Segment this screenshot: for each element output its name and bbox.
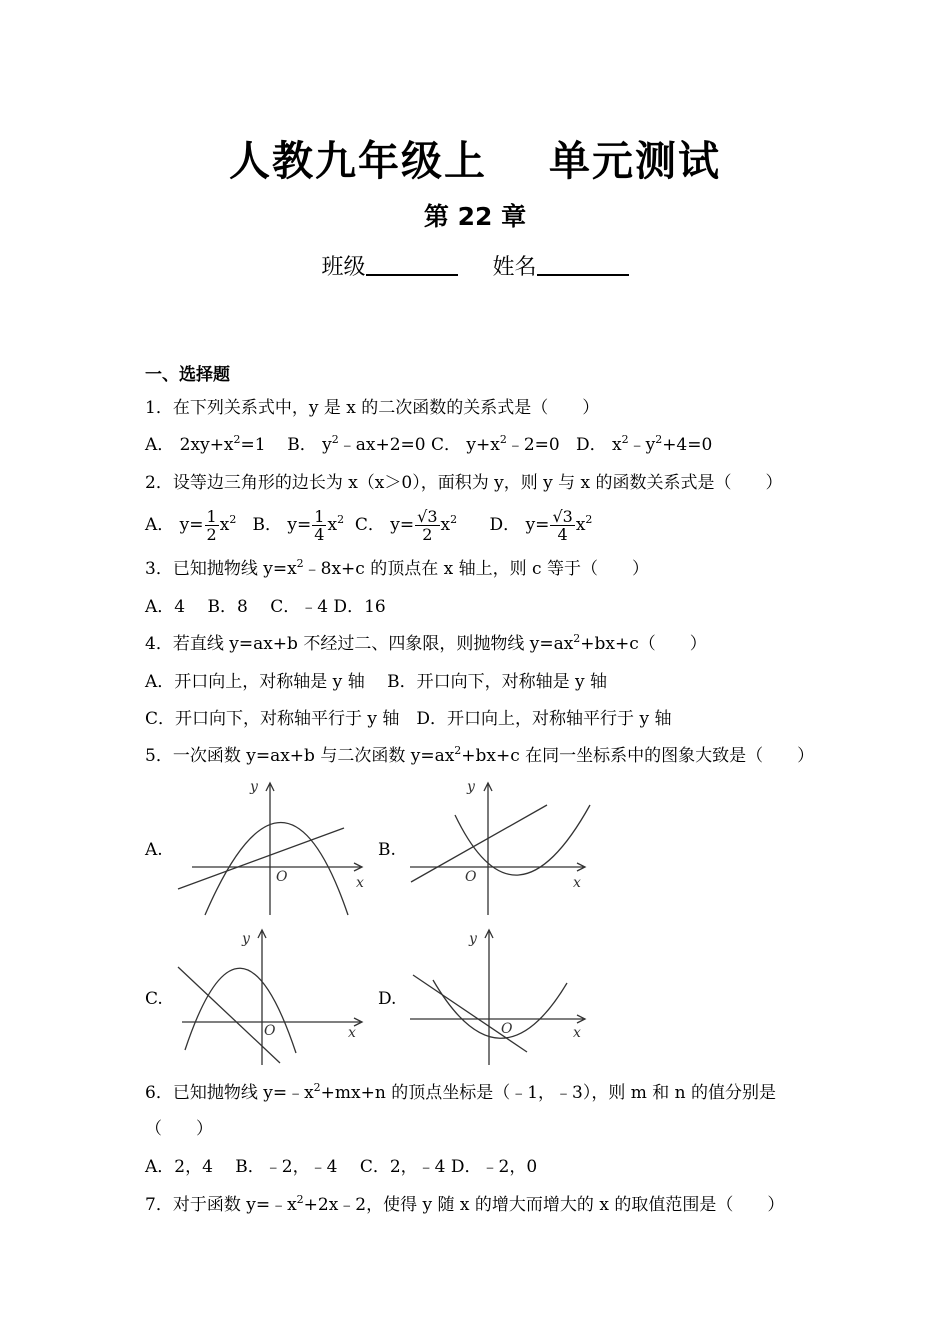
var-x: x xyxy=(575,515,586,535)
origin-label: O xyxy=(264,1023,276,1039)
sup: 2 xyxy=(229,513,237,526)
var-x: x xyxy=(440,515,451,535)
student-info xyxy=(0,250,950,281)
graph-d xyxy=(405,925,595,1070)
graph-c-label: C. xyxy=(145,989,163,1009)
graph-d-label: D. xyxy=(378,989,397,1009)
q3-stem-b: ﹣8x+c 的顶点在 x 轴上，则 c 等于（ ） xyxy=(303,559,649,579)
question-6-paren: （ ） xyxy=(145,1119,213,1139)
question-2-options xyxy=(145,505,592,545)
sup: 2 xyxy=(621,433,629,446)
q7-stem-b: +2x﹣2，使得 y 随 x 的增大而增大的 x 的取值范围是（ ） xyxy=(303,1195,785,1215)
q1-option-a: A． 2xy+x xyxy=(145,435,234,455)
numerator: 1 xyxy=(314,507,325,526)
question-4-stem xyxy=(145,633,707,655)
axis-y-label: y xyxy=(469,931,477,947)
origin-label: O xyxy=(276,869,288,885)
sup: 2 xyxy=(331,433,339,446)
q4-stem-a: 4．若直线 y=ax+b 不经过二、四象限，则抛物线 y=ax xyxy=(145,634,574,654)
sup: 2 xyxy=(296,1193,304,1206)
sup: 2 xyxy=(585,513,593,526)
graph-b-label: B. xyxy=(378,840,396,860)
question-7-stem xyxy=(145,1194,784,1216)
question-5-stem xyxy=(145,745,814,767)
name-label: 姓名 xyxy=(492,255,537,280)
fraction xyxy=(205,508,219,543)
question-6-stem xyxy=(145,1082,776,1104)
sup: 2 xyxy=(296,557,304,570)
q1-b-tail: ﹣ax+2=0 xyxy=(338,435,426,455)
fraction xyxy=(550,508,574,543)
q2-option-b: B． y= xyxy=(252,515,312,535)
class-blank[interactable] xyxy=(366,252,458,276)
origin-label: O xyxy=(501,1021,513,1037)
q3-stem-a: 3．已知抛物线 y=x xyxy=(145,559,297,579)
q5-stem-b: +bx+c 在同一坐标系中的图象大致是（ ） xyxy=(461,746,815,766)
question-4-options-ab: A．开口向上，对称轴是 y 轴 B．开口向下，对称轴是 y 轴 xyxy=(145,672,607,692)
question-2-stem: 2．设等边三角形的边长为 x（x＞0），面积为 y，则 y 与 x 的函数关系式是（ ） xyxy=(145,473,783,493)
axis-y-label: y xyxy=(242,931,250,947)
section-heading: 一、选择题 xyxy=(145,365,230,385)
q2-option-c: C． y= xyxy=(354,515,415,535)
q6-stem-a: 6．已知抛物线 y=﹣x xyxy=(145,1083,314,1103)
class-label: 班级 xyxy=(321,255,366,280)
title-right: 单元测试 xyxy=(549,137,721,185)
graph-b xyxy=(405,775,595,920)
q1-d-mid: ﹣y xyxy=(628,435,656,455)
sup: 2 xyxy=(655,433,663,446)
axis-x-label: x xyxy=(356,875,364,891)
q1-a-tail: =1 xyxy=(240,435,266,455)
q7-stem-a: 7．对于函数 y=﹣x xyxy=(145,1195,297,1215)
name-blank[interactable] xyxy=(537,252,629,276)
graph-a xyxy=(170,775,370,920)
var-x: x xyxy=(219,515,230,535)
sup: 2 xyxy=(573,632,581,645)
title-left: 人教九年级上 xyxy=(229,137,487,185)
axis-x-label: x xyxy=(573,1025,581,1041)
q1-option-c: C． y+x xyxy=(430,435,500,455)
numerator: √3 xyxy=(417,507,438,526)
denominator: 4 xyxy=(314,525,325,544)
numerator: √3 xyxy=(552,507,573,526)
question-3-stem xyxy=(145,558,649,580)
axis-y-label: y xyxy=(467,779,475,795)
question-3-options: A．4 B．8 C．﹣4 D．16 xyxy=(145,597,386,617)
page-title xyxy=(0,128,950,187)
question-6-options: A．2，4 B．﹣2，﹣4 C．2，﹣4 D．﹣2，0 xyxy=(145,1157,538,1177)
denominator: 4 xyxy=(557,525,568,544)
sup: 2 xyxy=(499,433,507,446)
q6-stem-b: +mx+n 的顶点坐标是（﹣1，﹣3），则 m 和 n 的值分别是 xyxy=(320,1083,777,1103)
q4-stem-b: +bx+c（ ） xyxy=(580,634,707,654)
numerator: 1 xyxy=(206,507,217,526)
question-1-options xyxy=(145,434,712,456)
sup: 2 xyxy=(337,513,345,526)
q2-option-a: A． y= xyxy=(145,515,204,535)
q1-c-tail: ﹣2=0 xyxy=(506,435,560,455)
q1-option-b: B． y xyxy=(287,435,332,455)
sup: 2 xyxy=(454,744,462,757)
denominator: 2 xyxy=(422,525,433,544)
q1-d-tail: +4=0 xyxy=(662,435,713,455)
fraction xyxy=(312,508,326,543)
sup: 2 xyxy=(313,1081,321,1094)
sup: 2 xyxy=(450,513,458,526)
chapter-heading: 第 22 章 xyxy=(423,202,527,231)
axis-x-label: x xyxy=(573,875,581,891)
question-1-stem: 1．在下列关系式中，y 是 x 的二次函数的关系式是（ ） xyxy=(145,398,600,418)
axis-y-label: y xyxy=(250,779,258,795)
denominator: 2 xyxy=(206,525,217,544)
q2-option-d: D． y= xyxy=(489,515,550,535)
var-x: x xyxy=(327,515,338,535)
question-4-options-cd: C．开口向下，对称轴平行于 y 轴 D．开口向上，对称轴平行于 y 轴 xyxy=(145,709,672,729)
q1-option-d: D． x xyxy=(575,435,622,455)
fraction xyxy=(415,508,439,543)
graph-c xyxy=(170,925,370,1070)
sup: 2 xyxy=(233,433,241,446)
graph-a-label: A. xyxy=(145,840,163,860)
origin-label: O xyxy=(465,869,477,885)
q5-stem-a: 5．一次函数 y=ax+b 与二次函数 y=ax xyxy=(145,746,455,766)
axis-x-label: x xyxy=(348,1025,356,1041)
